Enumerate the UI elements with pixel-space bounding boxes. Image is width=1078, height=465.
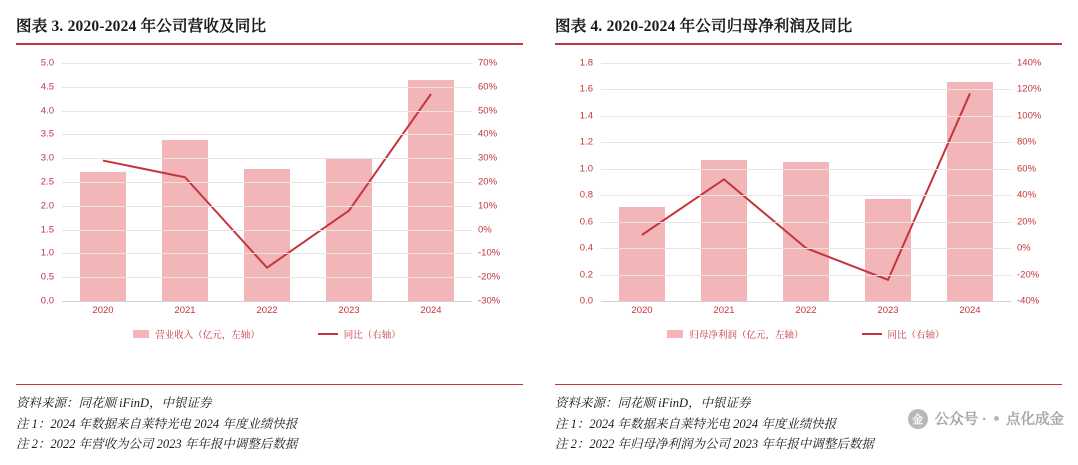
- y-tick-label: 1.0: [579, 163, 593, 175]
- x-axis-line: [62, 301, 472, 302]
- legend-item-bar: [133, 327, 260, 341]
- y-tick-label: 0.0: [40, 295, 54, 307]
- page-title-2: 图表 4. 2020-2024 年公司归母净利润及同比: [555, 18, 853, 35]
- gridline: [601, 63, 1011, 64]
- page-title: 图表 3. 2020-2024 年公司营收及同比: [16, 18, 267, 35]
- gridline: [62, 206, 472, 207]
- legend-item-bar-2: [667, 327, 803, 341]
- gridline: [62, 134, 472, 135]
- y-tick-label: 5.0: [40, 57, 54, 69]
- x-tick-label: 2020: [631, 305, 653, 316]
- source-notes: [16, 384, 523, 455]
- y2-tick-label: 100%: [1017, 110, 1042, 122]
- gridline: [601, 248, 1011, 249]
- chart-legend: [62, 327, 472, 341]
- gridline: [62, 230, 472, 231]
- plot-area: [62, 63, 472, 301]
- y-tick-label: 1.8: [579, 57, 593, 69]
- x-tick-label: 2023: [338, 305, 360, 316]
- y2-tick-label: -40%: [1017, 295, 1040, 307]
- legend-line-label-2: 同比（右轴）: [887, 330, 945, 341]
- gridline: [601, 89, 1011, 90]
- legend-bar-swatch-icon-2: [667, 330, 683, 338]
- watermark-text-right: 点化成金: [1006, 412, 1064, 428]
- y2-tick-label: 10%: [478, 200, 498, 212]
- plot-area-2: [601, 63, 1011, 301]
- legend-item-line: [318, 327, 401, 341]
- x-axis-labels: [62, 305, 472, 321]
- x-tick-label: 2022: [795, 305, 817, 316]
- legend-line-label: 同比（右轴）: [343, 330, 401, 341]
- legend-bar-label-2: 归母净利润（亿元，左轴）: [689, 330, 804, 341]
- y2-tick-label: 140%: [1017, 57, 1042, 69]
- gridline: [62, 63, 472, 64]
- chart-legend-2: [601, 327, 1011, 341]
- y2-tick-label: 0%: [1017, 242, 1031, 254]
- title-divider-2: [555, 43, 1062, 45]
- gridline: [601, 142, 1011, 143]
- note-2-2: 注 2：2022 年归母净利润为公司 2023 年年报中调整后数据: [555, 437, 874, 452]
- y2-tick-label: 20%: [1017, 215, 1037, 227]
- gridline: [62, 87, 472, 88]
- y-tick-label: 0.8: [579, 189, 593, 201]
- y-tick-label: 1.2: [579, 136, 593, 148]
- watermark-logo-icon: 金: [908, 409, 928, 429]
- y-tick-label: 4.0: [40, 104, 54, 116]
- y-tick-label: 3.0: [40, 152, 54, 164]
- x-tick-label: 2023: [877, 305, 899, 316]
- y-tick-label: 0.5: [40, 271, 54, 283]
- gridline: [601, 222, 1011, 223]
- chart-revenue: [16, 55, 523, 345]
- y-tick-label: 1.5: [40, 223, 54, 235]
- line-series-2: [601, 63, 1011, 301]
- y2-tick-label: 30%: [478, 152, 498, 164]
- line-path: [642, 93, 970, 279]
- y2-tick-label: 70%: [478, 57, 498, 69]
- y2-tick-label: 60%: [1017, 163, 1037, 175]
- y-tick-label: 0.2: [579, 268, 593, 280]
- note-source-2: 资料来源：同花顺 iFinD，中银证券: [555, 396, 751, 411]
- legend-line-swatch-icon: [318, 333, 338, 335]
- y2-tick-label: -20%: [1017, 268, 1040, 280]
- watermark-dot-icon: [994, 416, 999, 421]
- gridline: [62, 253, 472, 254]
- y2-tick-label: -10%: [478, 247, 501, 259]
- y2-tick-label: 20%: [478, 176, 498, 188]
- chart-net-profit: [555, 55, 1062, 345]
- y2-tick-label: 40%: [1017, 189, 1037, 201]
- y2-tick-label: -30%: [478, 295, 501, 307]
- y2-tick-label: 120%: [1017, 83, 1042, 95]
- x-axis-labels-2: [601, 305, 1011, 321]
- legend-bar-swatch-icon: [133, 330, 149, 338]
- gridline: [601, 169, 1011, 170]
- y2-tick-label: 60%: [478, 81, 498, 93]
- gridline: [62, 158, 472, 159]
- legend-line-swatch-icon-2: [862, 333, 882, 335]
- y2-tick-label: 50%: [478, 104, 498, 116]
- note-1: 注 1：2024 年数据来自莱特光电 2024 年度业绩快报: [16, 416, 298, 431]
- y-tick-label: 3.5: [40, 128, 54, 140]
- x-tick-label: 2024: [420, 305, 442, 316]
- gridline: [601, 116, 1011, 117]
- watermark-text-left: 公众号 ·: [934, 412, 987, 428]
- gridline: [62, 111, 472, 112]
- y-tick-label: 4.5: [40, 81, 54, 93]
- gridline: [601, 275, 1011, 276]
- y-tick-label: 2.5: [40, 176, 54, 188]
- x-tick-label: 2020: [92, 305, 114, 316]
- y-axis-right: [472, 57, 516, 307]
- x-tick-label: 2021: [174, 305, 196, 316]
- x-tick-label: 2022: [256, 305, 278, 316]
- y2-tick-label: -20%: [478, 271, 501, 283]
- gridline: [62, 277, 472, 278]
- y-tick-label: 1.0: [40, 247, 54, 259]
- y-axis-left-2: [555, 57, 599, 307]
- gridline: [601, 195, 1011, 196]
- x-axis-line-2: [601, 301, 1011, 302]
- note-1-2: 注 1：2024 年数据来自莱特光电 2024 年度业绩快报: [555, 416, 837, 431]
- y-tick-label: 0.4: [579, 242, 593, 254]
- watermark: [908, 408, 1064, 429]
- figure-panel-net-profit: [539, 0, 1078, 465]
- y-tick-label: 1.6: [579, 83, 593, 95]
- legend-item-line-2: [862, 327, 945, 341]
- x-tick-label: 2021: [713, 305, 735, 316]
- y-tick-label: 0.6: [579, 215, 593, 227]
- note-source: 资料来源：同花顺 iFinD，中银证券: [16, 396, 212, 411]
- title-divider: [16, 43, 523, 45]
- y2-tick-label: 0%: [478, 223, 492, 235]
- y2-tick-label: 80%: [1017, 136, 1037, 148]
- y2-tick-label: 40%: [478, 128, 498, 140]
- line-path: [103, 94, 431, 268]
- note-2: 注 2：2022 年营收为公司 2023 年年报中调整后数据: [16, 437, 298, 452]
- y-tick-label: 2.0: [40, 200, 54, 212]
- y-tick-label: 1.4: [579, 110, 593, 122]
- gridline: [62, 182, 472, 183]
- x-tick-label: 2024: [959, 305, 981, 316]
- y-axis-left: [16, 57, 60, 307]
- y-tick-label: 0.0: [579, 295, 593, 307]
- y-axis-right-2: [1011, 57, 1055, 307]
- legend-bar-label: 营业收入（亿元，左轴）: [155, 330, 260, 341]
